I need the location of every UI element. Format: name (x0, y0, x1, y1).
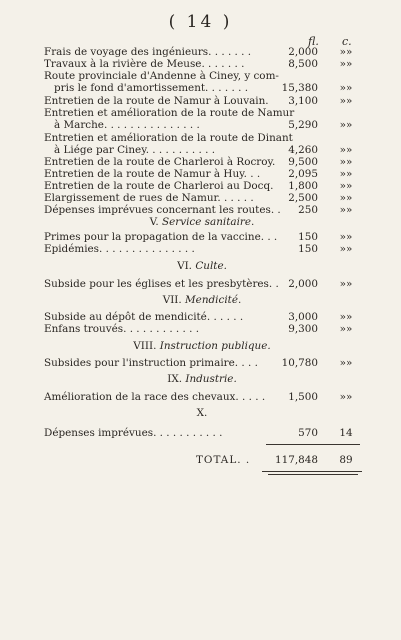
section-heading-x: X. (196, 407, 208, 419)
column-header-c: c. (342, 35, 352, 48)
table-row: Primes pour la propagation de la vaccine. . . 150 »» (44, 231, 353, 243)
table-row: Entretien et amélioration de la route de Dinant (44, 132, 293, 144)
table-row: Dépenses imprévues concernant les routes. . 250 »» (44, 204, 353, 216)
table-row: Entretien de la route de Charleroi à Rocroy. 9,500 »» (44, 156, 353, 168)
table-row: Travaux à la rivière de Meuse. . . . . . . 8,500 »» (44, 58, 353, 70)
section-heading-v: V. Service sanitaire. (149, 216, 255, 228)
total-underline-lower (268, 474, 358, 475)
table-row: à Liége par Ciney. . . . . . . . . . . 4,260 »» (54, 144, 353, 156)
total-underline-upper (262, 471, 362, 472)
table-row: à Marche. . . . . . . . . . . . . . . 5,290 »» (54, 119, 353, 131)
table-row: Elargissement de rues de Namur. . . . . . 2,500 »» (44, 192, 353, 204)
total-row: TOTAL. . 117,848 89 (196, 454, 353, 466)
table-row: Dépenses imprévues. . . . . . . . . . . 570 14 (44, 427, 353, 439)
section-heading-viii: VIII. Instruction publique. (133, 340, 271, 352)
table-row: Entretien de la route de Namur à Huy. . . 2,095 »» (44, 168, 353, 180)
sum-rule (266, 444, 360, 445)
table-row: Amélioration de la race des chevaux. . . . . 1,500 »» (44, 391, 353, 403)
table-row: Entretien de la route de Namur à Louvain. 3,100 »» (44, 95, 353, 107)
table-row: Entretien et amélioration de la route de Namur (44, 107, 295, 119)
column-header-fl: fl. (308, 35, 319, 48)
section-heading-vi: VI. Culte. (177, 260, 227, 272)
table-row: Subside au dépôt de mendicité. . . . . . 3,000 »» (44, 311, 353, 323)
page-number: ( 14 ) (168, 12, 233, 32)
table-row: Epidémies. . . . . . . . . . . . . . . 150 »» (44, 243, 353, 255)
table-row: Enfans trouvés. . . . . . . . . . . . 9,300 »» (44, 323, 353, 335)
table-row: Subside pour les églises et les presbytères. . 2,000 »» (44, 278, 353, 290)
table-row: pris le fond d'amortissement. . . . . . . 15,380 »» (54, 82, 353, 94)
section-heading-vii: VII. Mendicité. (162, 294, 242, 306)
table-row: Entretien de la route de Charleroi au Docq. 1,800 »» (44, 180, 353, 192)
section-heading-ix: IX. Industrie. (167, 373, 237, 385)
table-row: Frais de voyage des ingénieurs. . . . . . . 2,000 »» (44, 46, 353, 58)
table-row: Route provinciale d'Andenne à Ciney, y com- (44, 70, 279, 82)
table-row: Subsides pour l'instruction primaire. . . . 10,780 »» (44, 357, 353, 369)
